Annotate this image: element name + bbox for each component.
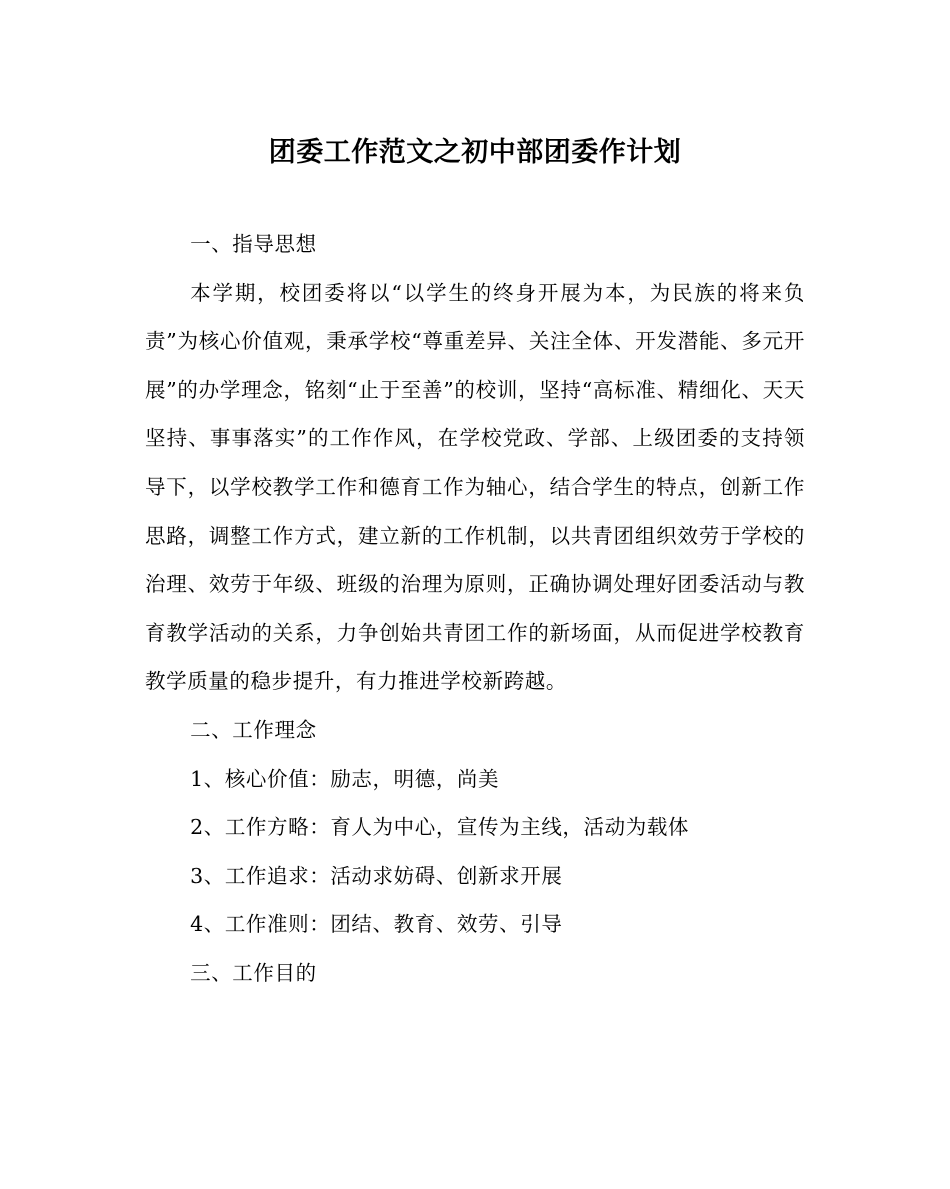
section-heading: 一、指导思想 [190,232,317,256]
document-title: 团委工作范文之初中部团委作计划 [268,137,682,168]
section-heading: 三、工作目的 [190,960,317,985]
body-paragraph: 本学期，校团委将以“以学生的终身开展为本，为民族的将来负责”为核心价值观，秉承学校“尊重差异、关注全体、开发潜能、多元开展”的办学理念，铭刻“止于至善”的校训，坚持“高标准、精细化、天天坚持、事事落实”的工作作风，在学校党政、学部、上级团委的支持领导下，以学校教学工作和德育工作为轴心，结合学生的特点，创新工作思路，调整工作方式，建立新的工作机制，以共青团组织效劳于学校的治理、效劳于年级、班级的治理为原则，正确协调处理好团委活动与教育教学活动的关系，力争创始共青团工作的新场面，从而促进学校教育教学质量的稳步提升，有力推进学校新跨越。 [145,280,805,694]
document-body [145,220,805,998]
list-item: 3、工作追求：活动求妨碍、创新求开展 [190,863,563,888]
section-heading: 二、工作理念 [190,717,317,742]
list-item: 1、核心价值：励志，明德，尚美 [190,766,500,791]
list-item: 4、工作准则：团结、教育、效劳、引导 [190,912,563,937]
list-item: 2、工作方略：育人为中心，宣传为主线，活动为载体 [190,815,690,840]
